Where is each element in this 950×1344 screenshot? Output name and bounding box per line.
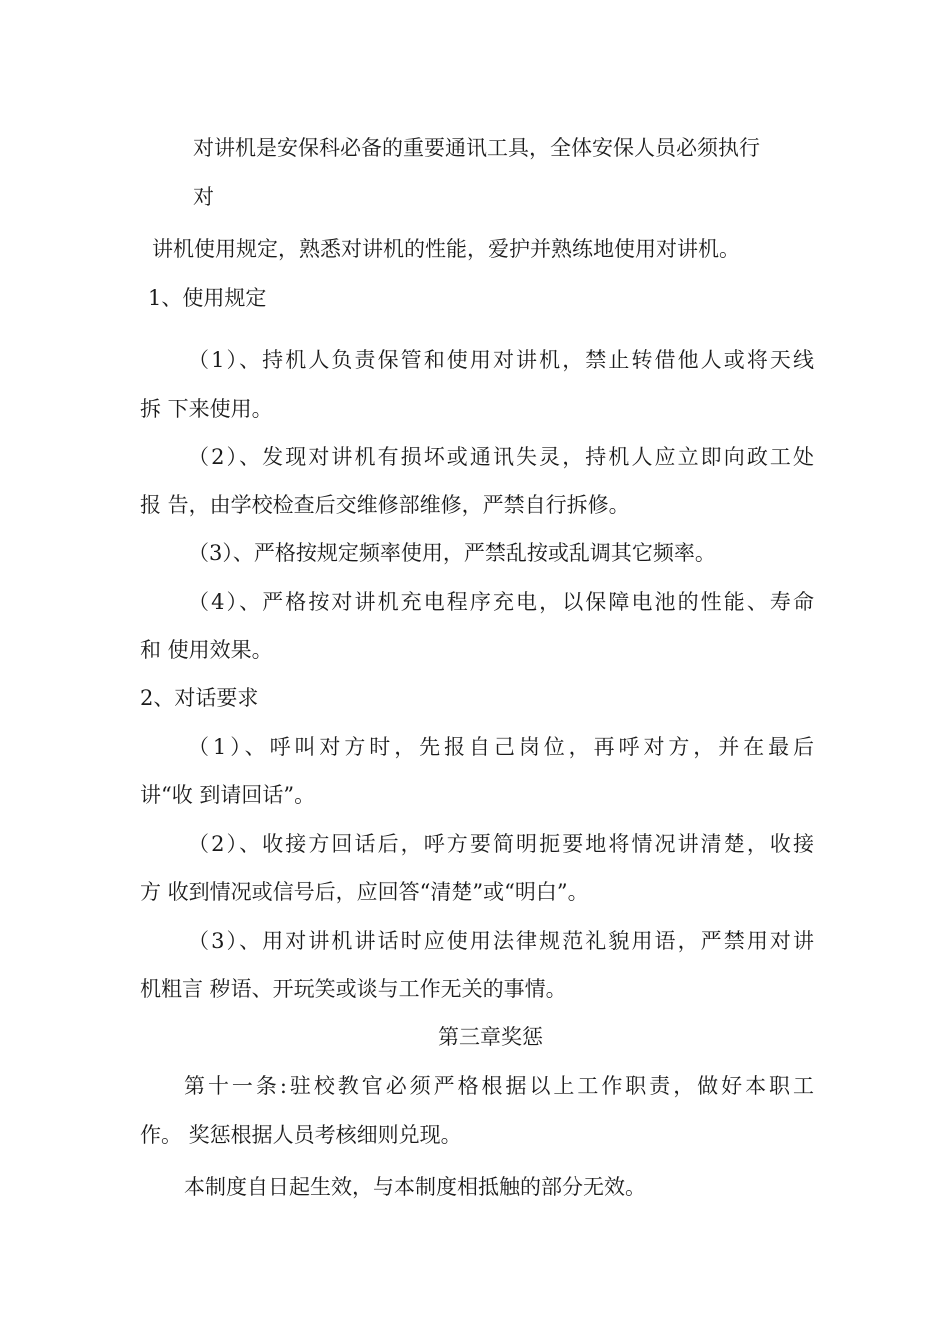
usage-rule-1-first-line: （1）、持机人负责保管和使用对讲机，禁止转借他人或将天线: [188, 348, 814, 372]
chapter-title: 第三章奖惩: [438, 1025, 543, 1049]
section-heading-usage-rules: 1、使用规定: [148, 286, 267, 310]
usage-rule-4-continuation: 和 使用效果。: [140, 638, 273, 662]
usage-rule-3: （3）、严格按规定频率使用，严禁乱按或乱调其它频率。: [188, 541, 716, 565]
intro-line-1: 对讲机是安保科必备的重要通讯工具，全体安保人员必须执行: [193, 136, 760, 160]
section-heading-dialogue-requirements: 2、对话要求: [140, 686, 259, 710]
dialogue-rule-3-continuation: 机粗言 秽语、开玩笑或谈与工作无关的事情。: [140, 977, 567, 1001]
article-11-continuation: 作。 奖惩根据人员考核细则兑现。: [140, 1123, 462, 1147]
dialogue-rule-2-continuation: 方 收到情况或信号后，应回答“清楚”或“明白”。: [140, 880, 589, 904]
intro-line-3: 讲机使用规定，熟悉对讲机的性能，爱护并熟练地使用对讲机。: [152, 237, 740, 261]
dialogue-rule-3-first-line: （3）、用对讲机讲话时应使用法律规范礼貌用语，严禁用对讲: [188, 929, 814, 953]
closing-statement: 本制度自日起生效，与本制度相抵触的部分无效。: [184, 1175, 646, 1199]
dialogue-rule-2-first-line: （2）、收接方回话后，呼方要简明扼要地将情况讲清楚，收接: [188, 832, 814, 856]
usage-rule-2-continuation: 报 告，由学校检查后交维修部维修，严禁自行拆修。: [140, 493, 630, 517]
intro-line-2: 对: [193, 185, 214, 209]
usage-rule-1-continuation: 拆 下来使用。: [140, 397, 273, 421]
usage-rule-2-first-line: （2）、发现对讲机有损坏或通讯失灵，持机人应立即向政工处: [188, 445, 814, 469]
dialogue-rule-1-continuation: 讲“收 到请回话”。: [140, 783, 316, 807]
dialogue-rule-1-first-line: （1）、呼叫对方时，先报自己岗位，再呼对方，并在最后: [188, 735, 814, 759]
usage-rule-4-first-line: （4）、严格按对讲机充电程序充电，以保障电池的性能、寿命: [188, 590, 814, 614]
article-11-first-line: 第十一条:驻校教官必须严格根据以上工作职责，做好本职工: [184, 1074, 814, 1098]
